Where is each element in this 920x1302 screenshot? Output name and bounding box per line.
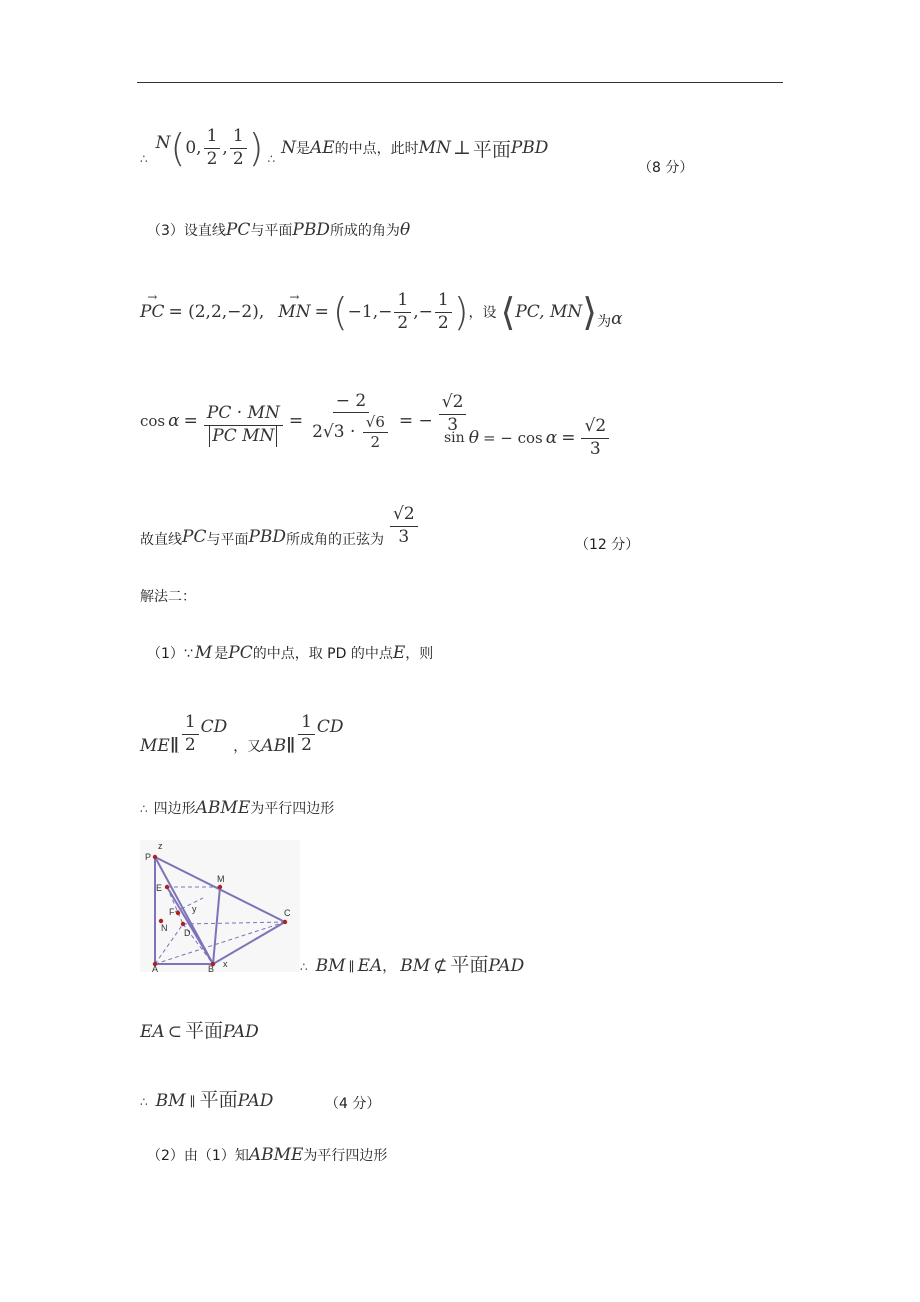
quad-abme: ABME	[248, 1145, 304, 1165]
therefore-symbol: ∴	[267, 152, 276, 166]
plane-pbd: PBD	[510, 138, 549, 158]
score-8: （8 分）	[638, 160, 694, 176]
fig-label-z: z	[158, 841, 163, 851]
angle-alpha: α	[545, 428, 558, 448]
line-ea-in-plane	[140, 1016, 259, 1043]
plane-pbd: PBD	[248, 527, 287, 547]
therefore-symbol: ∴	[300, 960, 308, 974]
line-pc: PC	[225, 220, 251, 240]
text: 的中点，此时	[334, 141, 419, 157]
left-paren: (	[170, 126, 186, 170]
plane-pbd: PBD	[292, 220, 330, 240]
line-vectors	[140, 286, 623, 338]
mn-coord-c: $\frac{1}{2}$	[435, 290, 452, 334]
fig-label-a: A	[152, 964, 159, 972]
fig-label-c: C	[284, 908, 291, 918]
half-fraction: $\frac{1}{2}$	[298, 712, 315, 756]
plane-text: 平面	[450, 954, 489, 976]
right-paren: )	[453, 290, 469, 334]
segment-ea: EA	[140, 1022, 165, 1042]
text: 所成角的正弦为	[286, 532, 385, 548]
line-pc: PC	[182, 527, 207, 547]
method-two-heading: 解法二：	[140, 589, 196, 605]
point-n-label: N	[155, 133, 171, 153]
point-d-dot	[181, 922, 185, 926]
line-part1	[147, 643, 433, 663]
subset-symbol: ⊂	[167, 1022, 182, 1042]
segment-cd: CD	[316, 717, 344, 737]
text: 是	[214, 646, 229, 662]
plane-text: 平面	[199, 1089, 238, 1111]
header-rule	[137, 82, 783, 83]
cos-label: cos	[140, 412, 166, 430]
n-coord-0: 0,	[185, 138, 202, 158]
line-cos-alpha	[140, 378, 468, 464]
equals: =	[314, 302, 329, 322]
score-4: （4 分）	[325, 1096, 381, 1112]
parallel-symbol: ∥	[348, 960, 355, 975]
text: 为	[597, 314, 612, 330]
line-part2	[147, 1145, 387, 1165]
n-coord-1: $\frac{1}{2}$	[204, 126, 221, 170]
quad-abme: ABME	[195, 798, 251, 818]
text: 的中点，取 PD 的中点	[252, 646, 393, 662]
text: ，则	[405, 646, 434, 662]
point-e: E	[392, 643, 406, 663]
cos-fraction: $\frac{PC \cdot MN}{\text{PC MN}}$	[204, 395, 283, 447]
equals-minus: = −	[398, 411, 433, 431]
perp-symbol: ⊥	[452, 137, 471, 159]
vector-pc: → PC	[140, 302, 164, 322]
therefore-symbol: ∴	[140, 152, 148, 166]
fig-label-m: M	[217, 874, 225, 884]
parallel-equal-symbol: ∥	[286, 736, 296, 756]
text: 与平面	[250, 223, 293, 239]
right-angle: ⟩	[582, 290, 598, 334]
therefore-symbol: ∴	[140, 1095, 148, 1109]
sin-fraction: $\frac{√2}{3}$	[581, 416, 609, 460]
segment-bm: BM	[155, 1091, 186, 1111]
point-c-dot	[283, 920, 287, 924]
sine-result: $\frac{√2}{3}$	[390, 504, 418, 548]
point-n: N	[281, 138, 296, 158]
fig-label-d: D	[184, 928, 191, 938]
segment-cd: CD	[200, 717, 228, 737]
therefore-symbol: ∴	[140, 802, 148, 816]
left-paren: (	[332, 290, 348, 334]
fig-label-b: B	[208, 964, 215, 972]
not-subset-symbol: ⊄	[433, 956, 448, 976]
line-parallelogram	[140, 798, 334, 818]
fig-label-y: y	[192, 904, 197, 914]
text: 四边形	[153, 801, 196, 817]
n-coord-2: $\frac{1}{2}$	[230, 126, 247, 170]
segment-me: ME	[140, 736, 170, 756]
plane-pad: PAD	[222, 1022, 259, 1042]
equals: =	[288, 411, 304, 431]
text: 故直线	[140, 532, 182, 548]
fig-label-p: P	[145, 852, 152, 862]
right-paren: )	[248, 126, 264, 170]
text: 是	[295, 141, 310, 157]
segment-bm: BM	[315, 956, 346, 976]
sin-label: sin	[444, 430, 465, 446]
parallel-symbol: ∥	[189, 1095, 196, 1110]
pyramid-figure	[140, 840, 300, 972]
point-f-dot	[176, 911, 180, 915]
point-e-dot	[165, 885, 169, 889]
text: （2）由（1）知	[147, 1148, 249, 1164]
line-n-midpoint: ∴ N ( 0, $\frac{1}{2}$ , $\frac{1}{2}$ ) ∴ N 是 AE 的中点，此时 MN ⊥ 平面 PBD	[140, 126, 549, 170]
segment-ea: EA	[357, 956, 383, 976]
point-m: M	[194, 643, 213, 663]
angle-alpha: α	[611, 309, 623, 329]
text: （1）∵	[147, 646, 193, 662]
line-bm-parallel-ea	[300, 950, 524, 977]
vector-pair: PC, MN	[515, 302, 583, 322]
fig-label-x: x	[223, 959, 228, 969]
half-fraction: $\frac{1}{2}$	[182, 712, 199, 756]
fig-label-e: E	[156, 883, 163, 893]
text: 与平面	[206, 532, 249, 548]
fig-label-f: F	[169, 907, 175, 917]
value-fraction: − 2 2√3 · $\frac{√6}{2}$	[309, 391, 393, 452]
plane-pad: PAD	[488, 956, 525, 976]
equals: =	[183, 411, 198, 431]
line-sin-theta	[444, 408, 611, 468]
point-p-dot	[153, 855, 157, 859]
line-pc: PC	[228, 643, 253, 663]
line-bm-parallel-plane	[140, 1085, 273, 1112]
segment-ae: AE	[309, 138, 335, 158]
equals-minus-cos: = − cos	[482, 429, 543, 447]
line-mn: MN	[418, 138, 451, 158]
text: ，又	[233, 739, 262, 755]
text: ，	[382, 959, 397, 975]
angle-theta: θ	[468, 428, 479, 448]
fig-label-n: N	[161, 923, 168, 933]
line-conclusion	[140, 500, 420, 552]
mn-coord-a: −1,−	[347, 302, 393, 322]
plane-text: 平面	[184, 1020, 223, 1042]
plane-pad: PAD	[237, 1091, 274, 1111]
plane-text: 平面	[472, 138, 511, 161]
angle-theta: θ	[399, 220, 411, 240]
result-fraction: $\frac{√2}{3}$	[439, 392, 467, 436]
parallel-equal-symbol: ∥	[169, 736, 179, 756]
score-12: （12 分）	[575, 537, 640, 553]
text: （3）设直线	[147, 223, 226, 239]
vector-mn: → MN	[278, 302, 310, 322]
segment-bm: BM	[400, 956, 431, 976]
mn-coord-b: $\frac{1}{2}$	[394, 290, 411, 334]
line-part3	[147, 220, 410, 240]
angle-alpha: α	[168, 411, 180, 431]
comma-minus: ,−	[413, 302, 433, 322]
left-angle: ⟨	[500, 290, 516, 334]
vector-pc-value: = (2,2,−2)	[168, 302, 259, 322]
line-me-parallel	[140, 708, 344, 760]
text: 为平行四边形	[303, 1148, 388, 1164]
text: 所成的角为	[329, 223, 400, 239]
segment-ab: AB	[261, 736, 287, 756]
text: 为平行四边形	[250, 801, 335, 817]
equals: =	[561, 428, 576, 448]
text: ，设	[468, 305, 497, 321]
comma: ,	[258, 302, 265, 322]
point-m-dot	[218, 885, 222, 889]
